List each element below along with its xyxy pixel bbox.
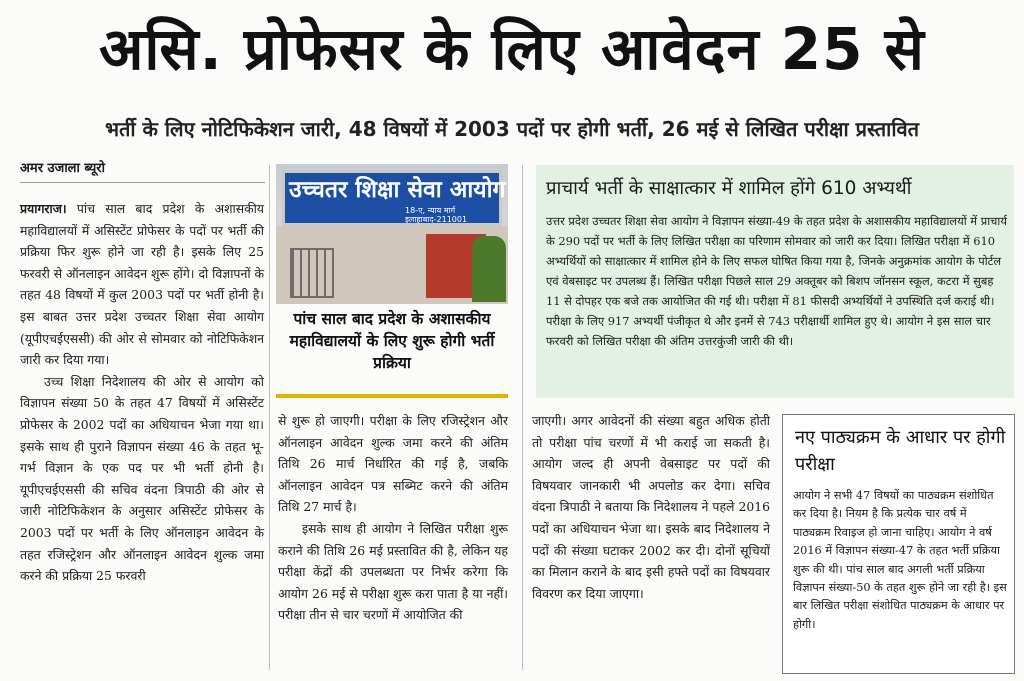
column-3-para-1: जाएगी। अगर आवेदनों की संख्या बहुत अधिक होती तो परीक्षा पांच चरणों में भी कराई जा सकती है। आयोग जल्द ही अपनी वेबसाइट पर पदों की विषयवार जानकारी भी अपलोड कर देगा। सचिव वंदना त्रिपाठी ने बताया कि निदेशालय ने पहले 2016 पदों का अधियाचन भेजा था। इसके बाद निदेशालय ने पदों की संख्या घटाकर 2002 कर दी। दोनों सूचियों का मिलान कराने के बाद इसी हफ्ते पदों का विषयवार विवरण कर दिया जाएगा। bbox=[532, 413, 770, 601]
photo-gate bbox=[290, 248, 334, 298]
column-2 bbox=[278, 410, 508, 626]
column-1-para-2: उच्च शिक्षा निदेशालय की ओर से आयोग को विज्ञापन संख्या 50 के तहत 47 विषयों में असिस्टेंट प्रोफेसर के 2002 पदों का अधियाचन भेजा गया था। इसके साथ ही पुराने विज्ञापन संख्या 46 के तहत भू-गर्भ विज्ञान के एक पद पर भी भर्ती होनी है। यूपीएचईएससी की सचिव वंदना त्रिपाठी की ओर से जारी नोटिफिकेशन के अनुसार असिस्टेंट प्रोफेसर के 2003 पदों पर भर्ती के लिए ऑनलाइन आवेदन के तहत रजिस्ट्रेशन और ऑनलाइन आवेदन शुल्क जमा करने की प्रक्रिया 25 फरवरी bbox=[20, 373, 264, 584]
column-3 bbox=[532, 410, 770, 604]
photo bbox=[276, 164, 508, 304]
headline: असि. प्रोफेसर के लिए आवेदन 25 से bbox=[99, 15, 925, 83]
photo-sign-address: 18-ए, न्याय मार्ग इलाहाबाद-211001 bbox=[405, 206, 468, 224]
photo-caption: पांच साल बाद प्रदेश के अशासकीय महाविद्यालयों के लिए शुरू होगी भर्ती प्रक्रिया bbox=[289, 310, 495, 372]
column-2-para-2: इसके साथ ही आयोग ने लिखित परीक्षा शुरू कराने की तिथि 26 मई प्रस्तावित की है, लेकिन यह परीक्षा केंद्रों की उपलब्धता पर निर्भर करेगा कि आयोग 26 मई से परीक्षा शुरू करा पाता है या नहीं। परीक्षा तीन से चार चरणों में आयोजित की bbox=[278, 520, 508, 623]
column-1-para-1-text: पांच साल बाद प्रदेश के अशासकीय महाविद्यालयों में असिस्टेंट प्रोफेसर के पदों पर भर्ती की प्रक्रिया फिर शुरू होने जा रही है। इसके लिए 25 फरवरी से ऑनलाइन आवेदन शुरू होंगे। दो विज्ञापनों के तहत 48 विषयों में कुल 2003 पदों पर भर्ती होनी है। इस बाबत उत्तर प्रदेश उच्चतर शिक्षा सेवा आयोग (यूपीएचईएससी) की ओर से सोमवार को नोटिफिकेशन जारी कर दिया गया। bbox=[20, 201, 264, 368]
caption-underline bbox=[276, 394, 508, 398]
dateline: प्रयागराज। bbox=[20, 201, 67, 216]
principal-box-title: प्राचार्य भर्ती के साक्षात्कार में शामिल होंगे 610 अभ्यर्थी bbox=[546, 178, 912, 199]
byline: अमर उजाला ब्यूरो bbox=[20, 159, 265, 183]
photo-sign-board bbox=[282, 170, 506, 226]
column-1 bbox=[20, 198, 264, 587]
photo-sign-title: उच्चतर शिक्षा सेवा आयोग bbox=[289, 177, 506, 203]
column-divider-2 bbox=[522, 165, 523, 670]
column-divider-1 bbox=[269, 165, 270, 670]
column-2-para-1: से शुरू हो जाएगी। परीक्षा के लिए रजिस्ट्रेशन और ऑनलाइन आवेदन शुल्क जमा करने की अंतिम तिथि 26 मार्च निर्धारित की गई है, जबकि ऑनलाइन आवेदन पत्र सब्मिट करने की अंतिम तिथि 27 मार्च है। bbox=[278, 413, 508, 515]
new-syllabus-text: आयोग ने सभी 47 विषयों का पाठ्यक्रम संशोधित कर दिया है। नियम है कि प्रत्येक चार वर्ष में पाठ्यक्रम रिवाइज हो जाना चाहिए। आयोग ने वर्ष 2016 में विज्ञापन संख्या-47 के तहत भर्ती प्रक्रिया शुरू की थी। पांच साल बाद अगली भर्ती प्रक्रिया विज्ञापन संख्या-50 के तहत शुरू होने जा रही है। इस बार लिखित परीक्षा संशोधित पाठ्यक्रम के आधार पर होगी। bbox=[793, 489, 1007, 631]
subheadline: भर्ती के लिए नोटिफिकेशन जारी, 48 विषयों में 2003 पदों पर होगी भर्ती, 26 मई से लिखित परीक्षा प्रस्तावित bbox=[104, 117, 920, 141]
principal-box-text: उत्तर प्रदेश उच्चतर शिक्षा सेवा आयोग ने विज्ञापन संख्या-49 के तहत प्रदेश के अशासकीय महाविद्यालयों में प्राचार्य के 290 पदों पर भर्ती के लिए लिखित परीक्षा का परिणाम सोमवार को जारी कर दिया। लिखित परीक्षा में 610 अभ्यर्थियों को साक्षात्कार में शामिल होने के लिए सफल घोषित किया गया है, जिनके अनुक्रमांक आयोग के पोर्टल एवं वेबसाइट पर उपलब्ध हैं। लिखित परीक्षा पिछले साल 29 अक्तूबर को बिशप जॉनसन स्कूल, कटरा में सुबह 11 से दोपहर एक बजे तक आयोजित की गई थी। परीक्षा में 81 फीसदी अभ्यर्थियों ने उपस्थिति दर्ज कराई थी। परीक्षा के लिए 917 अभ्यर्थी पंजीकृत थे और इनमें से 743 परीक्षार्थी शामिल हुए थे। आयोग ने इस साल चार फरवरी को लिखित परीक्षा की अंतिम उत्तरकुंजी जारी की थी। bbox=[546, 214, 1007, 348]
new-syllabus-title: नए पाठ्यक्रम के आधार पर होगी परीक्षा bbox=[795, 427, 1006, 475]
column-1-para-1 bbox=[20, 198, 264, 371]
photo-tree bbox=[472, 236, 506, 302]
